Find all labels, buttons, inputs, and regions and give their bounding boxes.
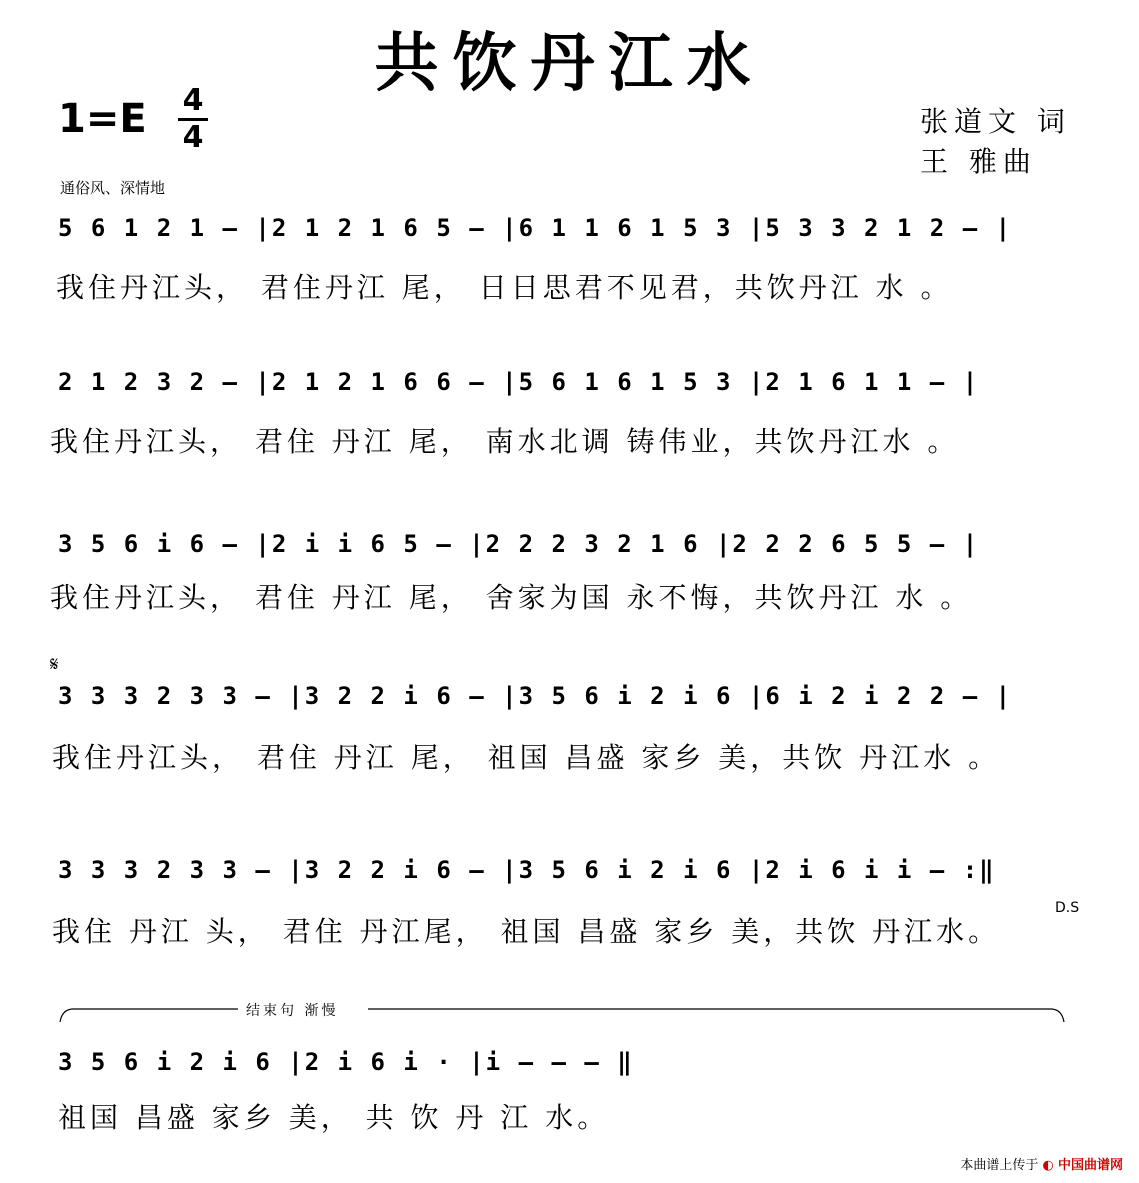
key-signature: 1=E — [58, 96, 147, 142]
ending-bracket — [58, 1000, 1066, 1024]
time-signature — [178, 83, 208, 155]
footer-text: 本曲谱上传于 — [960, 1158, 1039, 1173]
lyric-line-2: 我住丹江头， 君住 丹江 尾， 南水北调 铸伟业，共饮丹江水 。 — [50, 425, 960, 458]
notation-line-4: 3 3 3 2 3 3 – |3 2 2 i 6 – |3 5 6 i 2 i 6 |6 i 2 i 2 2 – | — [58, 682, 1013, 710]
lyric-line-4: 我住丹江头， 君住 丹江 尾， 祖国 昌盛 家乡 美，共饮 丹江水 。 — [52, 741, 1001, 774]
lyric-line-3: 我住丹江头， 君住 丹江 尾， 舍家为国 永不悔，共饮丹江 水 。 — [50, 581, 973, 614]
upload-footer — [960, 1154, 1123, 1173]
tempo-marking: 通俗风、深情地 — [60, 179, 166, 197]
notation-coda: 3 5 6 i 2 i 6 |2 i 6 i · |i – – – ‖ — [58, 1048, 634, 1076]
time-signature-top: 4 — [182, 83, 204, 118]
composer-credit: 王 雅曲 — [920, 145, 1037, 178]
notation-line-5: 3 3 3 2 3 3 – |3 2 2 i 6 – |3 5 6 i 2 i 6 |2 i 6 i i – :‖ — [58, 856, 996, 884]
notation-line-3: 3 5 6 i 6 – |2 i i 6 5 – |2 2 2 3 2 1 6 |2 2 2 6 5 5 – | — [58, 530, 980, 558]
lyric-line-5: 我住 丹江 头， 君住 丹江尾， 祖国 昌盛 家乡 美，共饮 丹江水。 — [52, 915, 1001, 948]
lyric-coda: 祖国 昌盛 家乡 美， 共 饮 丹 江 水。 — [58, 1101, 610, 1134]
dal-segno-mark: D.S — [1055, 900, 1080, 916]
site-logo-icon: ◐ — [1042, 1158, 1054, 1173]
song-title: 共饮丹江水 — [374, 27, 765, 101]
time-signature-bottom: 4 — [182, 120, 204, 155]
lyricist-credit: 张道文 词 — [920, 105, 1071, 138]
notation-line-1: 5 6 1 2 1 – |2 1 2 1 6 5 – |6 1 1 6 1 5 3 |5 3 3 2 1 2 – | — [58, 214, 1013, 242]
segno-sign: 𝄋 — [50, 652, 59, 676]
ending-label: 结束句 渐慢 — [246, 1003, 339, 1019]
notation-line-2: 2 1 2 3 2 – |2 1 2 1 6 6 – |5 6 1 6 1 5 3 |2 1 6 1 1 – | — [58, 368, 980, 396]
site-name: 中国曲谱网 — [1057, 1158, 1123, 1173]
lyric-line-1: 我住丹江头， 君住丹江 尾， 日日思君不见君，共饮丹江 水 。 — [56, 271, 953, 304]
